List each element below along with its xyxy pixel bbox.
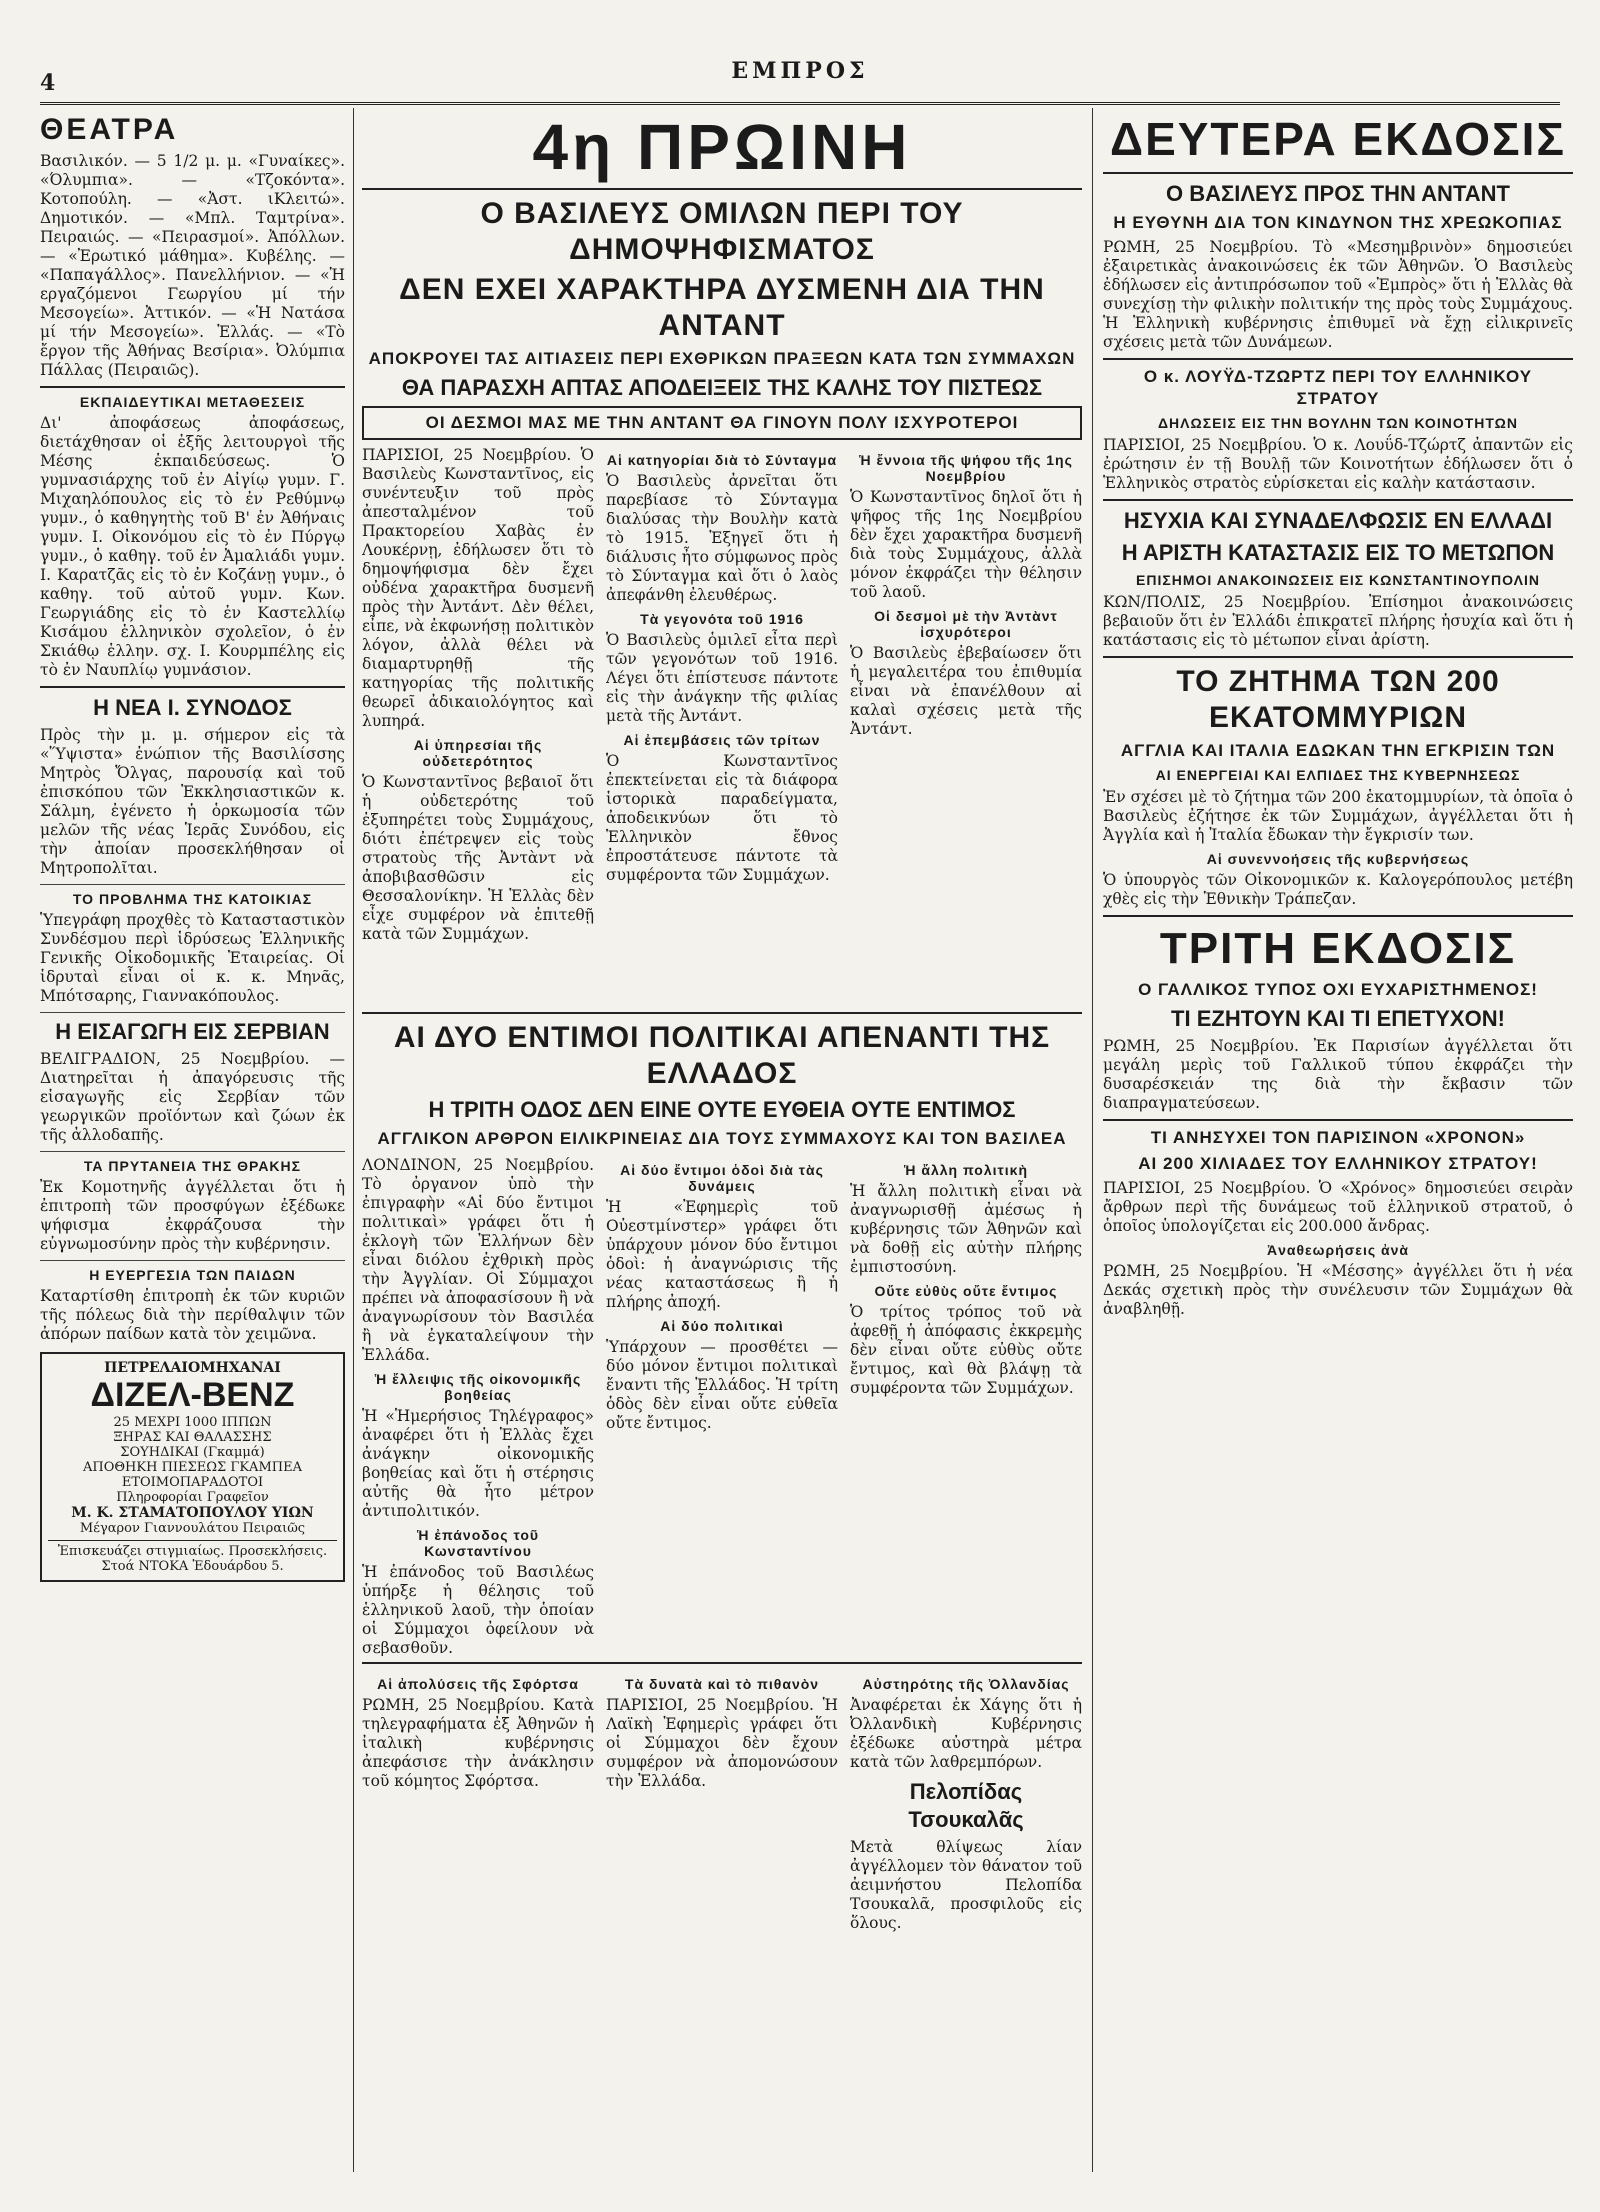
- section-heading: Η ΝΕΑ Ι. ΣΥΝΟΔΟΣ: [93, 695, 292, 720]
- section-heading: ΤΟ ΠΡΟΒΛΗΜΑ ΤΗΣ ΚΑΤΟΙΚΙΑΣ: [72, 891, 313, 907]
- subheadline: ΑΠΟΚΡΟΥΕΙ ΤΑΣ ΑΙΤΙΑΣΕΙΣ ΠΕΡΙ ΕΧΘΡΙΚΩΝ ΠΡΑΞΕΩΝ ΚΑΤΑ ΤΩΝ ΣΥΜΜΑΧΩΝ: [368, 349, 1076, 368]
- subsection-heading: Οἱ δεσμοὶ μὲ τὴν Ἀντὰντ ἰσχυρότεροι: [874, 608, 1058, 640]
- subsection-heading: Αἱ συνεννοήσεις τῆς κυβερνήσεως: [1206, 851, 1470, 867]
- article-text: ΒΕΛΙΓΡΑΔΙΟΝ, 25 Νοεμβρίου. — Διατηρεῖται ἡ ἀπαγόρευσις τῆς εἰσαγωγῆς εἰς Σερβίαν τῶν γεωργικῶν προϊόντων καὶ ζώων ἐκ τῆς ἀλλοδαπῆς.: [40, 1050, 345, 1144]
- subsection-heading: Ἡ ἄλλη πολιτικὴ: [903, 1162, 1029, 1178]
- subsection-heading: Αἱ ἐπεμβάσεις τῶν τρίτων: [623, 732, 821, 748]
- subsection-heading: Αὐστηρότης τῆς Ὀλλανδίας: [862, 1676, 1070, 1692]
- article-text: Ἐκ Κομοτηνῆς ἀγγέλλεται ὅτι ἡ ἐπιτροπὴ τῶν προσφύγων ἐξέδωκε ψήφισμα ἐκφράζουσα τὴν εὐγνωμοσύνην πρὸς τὴν κυβέρνησιν.: [40, 1178, 345, 1253]
- article-text: ΡΩΜΗ, 25 Νοεμβρίου. Ἡ «Μέσσης» ἀγγέλλει ὅτι ἡ νέα Δεκάς σχετικὴ πρὸς τὴν συνέλευσιν τῶν Συμμάχων θὰ ἀναβληθῇ.: [1103, 1262, 1573, 1318]
- subsection-heading: Αἱ ἀπολύσεις τῆς Σφόρτσα: [377, 1676, 579, 1692]
- article-text: Δι' ἀποφάσεως ἀποφάσεως, διετάχθησαν οἱ ἑξῆς λειτουργοὶ τῆς Μέσης ἐκπαιδεύσεως. Ὁ γυμνασιάρχης τοῦ ἐν Αἰγίῳ γυμν. Γ. Μιχαηλόπουλος εἰς τὸ ἐν Ρεθύμνῳ γυμν., ὁ καθηγητὴς τοῦ Β' ἐν Ἀθήναις γυμν. Ι. Οἰκονόμου εἰς τὸ ἐν Πύργῳ γυμν., ὁ καθηγ. τοῦ ἐν Ἀμαλιάδι γυμν. Ι. Καρατζᾶς εἰς τὸ ἐν Κοζάνῃ γυμν., ὁ καθηγ. τοῦ αὐτοῦ γυμν. Κων. Γεωργιάδης εἰς τὸ ἐν Καστελλίῳ Κισάμου ἑλληνικὸν σχολεῖον, ὁ ἐν Σκιάθῳ ἑλλην. σχ. Ι. Κουρμπέλης εἰς τὸ ἐν Ναυπλίῳ γυμνάσιον.: [40, 414, 345, 679]
- article-text: ΡΩΜΗ, 25 Νοεμβρίου. Κατὰ τηλεγραφήματα ἐξ Ἀθηνῶν ἡ ἰταλικὴ κυβέρνησις ἀπεφάσισε τὴν ἀνάκλησιν τοῦ κόμητος Σφόρτσα.: [362, 1696, 594, 1790]
- article-text: ΠΑΡΙΣΙΟΙ, 25 Νοεμβρίου. Ὁ «Χρόνος» δημοσιεύει σειρὰν ἄρθρων περὶ τῆς δυνάμεως τοῦ ἑλληνικοῦ στρατοῦ, ὁ ὁποῖος ὑπολογίζεται εἰς 200.000 ἄνδρας.: [1103, 1179, 1573, 1235]
- article-text: ΡΩΜΗ, 25 Νοεμβρίου. Τὸ «Μεσημβρινὸν» δημοσιεύει ἐξαιρετικὰς ἀνακοινώσεις ἐκ τῶν Ἀθηνῶν. Ὁ Βασιλεὺς ἐδήλωσεν εἰς ἀντιπρόσωπον τοῦ «Ἐμπρὸς» ὅτι ἡ Ἑλλὰς θὰ συνεχίσῃ τὴν φιλικὴν πολιτικήν της πρὸς τοὺς Συμμάχους. Ἡ Ἑλληνικὴ κυβέρνησις ἐπιθυμεῖ νὰ ἔχῃ εἰλικρινεῖς σχέσεις μετὰ τῶν Δυνάμεων.: [1103, 238, 1573, 351]
- article-columns: [362, 1156, 1082, 1656]
- subheadline: Η ΕΥΘΥΝΗ ΔΙΑ ΤΟΝ ΚΙΝΔΥΝΟΝ ΤΗΣ ΧΡΕΩΚΟΠΙΑΣ: [1113, 213, 1563, 232]
- subheadline: ΑΙ ΕΝΕΡΓΕΙΑΙ ΚΑΙ ΕΛΠΙΔΕΣ ΤΗΣ ΚΥΒΕΡΝΗΣΕΩΣ: [1155, 767, 1521, 783]
- ad-line: ΞΗΡΑΣ ΚΑΙ ΘΑΛΑΣΣΗΣ: [113, 1430, 272, 1445]
- article-text: Ὁ Κωνσταντῖνος ἐπεκτείνεται εἰς τὰ διάφορα ἱστορικὰ παραδείγματα, ἀποδεικνύων ὅτι τὸ Ἑλληνικὸν ἔθνος ἐπροστάτευσε πάντοτε τὰ συμφέροντα τῶν Συμμάχων.: [606, 752, 838, 884]
- article-text: Ἡ «Ἡμερήσιος Τηλέγραφος» ἀναφέρει ὅτι ἡ Ἑλλὰς ἔχει ἀνάγκην οἰκονομικῆς βοηθείας καὶ ὅτι ἡ στέρησις αὐτῆς θὰ ἦτο μέτρον ἀντιπολιτικόν.: [362, 1407, 594, 1520]
- advertisement: [40, 1352, 345, 1582]
- subheadline: ΑΙ 200 ΧΙΛΙΑΔΕΣ ΤΟΥ ΕΛΛΗΝΙΚΟΥ ΣΤΡΑΤΟΥ!: [1138, 1154, 1538, 1173]
- article-columns: [362, 1670, 1082, 1950]
- edition-title: 4η ΠΡΩΙΝΗ: [532, 111, 912, 183]
- subheadline: Ο ΓΑΛΛΙΚΟΣ ΤΥΠΟΣ ΟΧΙ ΕΥΧΑΡΙΣΤΗΜΕΝΟΣ!: [1138, 980, 1538, 999]
- article-text: Ἡ ἐπάνοδος τοῦ Βασιλέως ὑπήρξε ἡ θέλησις τοῦ ἑλληνικοῦ λαοῦ, τὴν ὁποίαν οἱ Σύμμαχοι ὀφείλουν νὰ σεβασθοῦν.: [362, 1563, 594, 1656]
- left-column: [40, 108, 354, 2172]
- paper-name: ΕΜΠΡΟΣ: [731, 58, 869, 84]
- subsection-heading: Ἡ ἔννοια τῆς ψήφου τῆς 1ης Νοεμβρίου: [859, 452, 1073, 484]
- ad-line: 25 ΜΕΧΡΙ 1000 ΙΠΠΩΝ: [113, 1415, 272, 1430]
- article-columns: [362, 446, 1082, 1006]
- edition-title: ΔΕΥΤΕΡΑ ΕΚΔΟΣΙΣ: [1110, 113, 1566, 165]
- headline: ΤΙ ΕΖΗΤΟΥΝ ΚΑΙ ΤΙ ΕΠΕΤΥΧΟΝ!: [1171, 1006, 1505, 1031]
- article-text: Ἀναφέρεται ἐκ Χάγης ὅτι ἡ Ὀλλανδικὴ Κυβέρνησις ἐξέδωκε αὐστηρὰ μέτρα κατὰ τῶν λαθρεμπόρων.: [850, 1696, 1082, 1771]
- center-column: [362, 108, 1082, 2172]
- ad-line: Ἐπισκευάζει στιγμιαίως. Προσεκλήσεις. Στοά ΝΤΟΚΑ Ἐδουάρδου 5.: [48, 1540, 337, 1574]
- headline: Η ΑΡΙΣΤΗ ΚΑΤΑΣΤΑΣΙΣ ΕΙΣ ΤΟ ΜΕΤΩΠΟΝ: [1121, 540, 1555, 565]
- article-text: Ὁ Βασιλεὺς ἀρνεῖται ὅτι παρεβίασε τὸ Σύνταγμα διαλύσας τὴν Βουλὴν κατὰ τὸ 1915. Ἐξηγεῖ ὅτι ἡ διάλυσις ἦτο σύμφωνος πρὸς τὸ Σύνταγμα καὶ ὅτι ὁ λαὸς ἀπεφάνθη ἐλευθέρως.: [606, 472, 838, 604]
- headline: Η ΤΡΙΤΗ ΟΔΟΣ ΔΕΝ ΕΙΝΕ ΟΥΤΕ ΕΥΘΕΙΑ ΟΥΤΕ ΕΝΤΙΜΟΣ: [428, 1097, 1016, 1122]
- subheadline: ΕΠΙΣΗΜΟΙ ΑΝΑΚΟΙΝΩΣΕΙΣ ΕΙΣ ΚΩΝΣΤΑΝΤΙΝΟΥΠΟΛΙΝ: [1136, 572, 1540, 588]
- theatre-title: ΘΕΑΤΡΑ: [40, 113, 179, 146]
- subheadline: ΔΗΛΩΣΕΙΣ ΕΙΣ ΤΗΝ ΒΟΥΛΗΝ ΤΩΝ ΚΟΙΝΟΤΗΤΩΝ: [1157, 415, 1519, 431]
- article-text: Ὁ ὑπουργὸς τῶν Οἰκονομικῶν κ. Καλογερόπουλος μετέβη χθὲς εἰς τὴν Ἐθνικὴν Τράπεζαν.: [1103, 871, 1573, 908]
- subsection-heading: Τὰ γεγονότα τοῦ 1916: [640, 611, 804, 627]
- headline: ΗΣΥΧΙΑ ΚΑΙ ΣΥΝΑΔΕΛΦΩΣΙΣ ΕΝ ΕΛΛΑΔΙ: [1123, 508, 1553, 533]
- ad-line: Πληροφορίαι Γραφεῖον: [116, 1490, 269, 1505]
- article-text: Καταρτίσθη ἐπιτροπὴ ἐκ τῶν κυριῶν τῆς πόλεως διὰ τὴν περίθαλψιν τῶν ἀπόρων παίδων κατὰ τὸν χειμῶνα.: [40, 1287, 345, 1343]
- ad-line: Μ. Κ. ΣΤΑΜΑΤΟΠΟΥΛΟΥ ΥΙΩΝ: [71, 1505, 314, 1521]
- article-text: Ὑπάρχουν — προσθέτει — δύο μόνον ἔντιμοι πολιτικαὶ ἔναντι τῆς Ἑλλάδος. Ἡ τρίτη ὁδὸς δὲν εἶναι οὔτε εὐθεῖα οὔτε ἔντιμος.: [606, 1338, 838, 1432]
- headline: Ο κ. ΛΟΥΫΔ-ΤΖΩΡΤΖ ΠΕΡΙ ΤΟΥ ΕΛΛΗΝΙΚΟΥ ΣΤΡΑΤΟΥ: [1143, 367, 1533, 408]
- right-column: [1092, 108, 1573, 2172]
- article-text: ΠΑΡΙΣΙΟΙ, 25 Νοεμβρίου. Ἡ Λαϊκὴ Ἐφημερὶς γράφει ὅτι οἱ Σύμμαχοι δὲν ἔχουν συμφέρον νὰ ἀπομονώσουν τὴν Ἑλλάδα.: [606, 1696, 838, 1790]
- section-heading: Η ΕΙΣΑΓΩΓΗ ΕΙΣ ΣΕΡΒΙΑΝ: [55, 1019, 330, 1044]
- ad-line: ΑΠΟΘΗΚΗ ΠΙΕΣΕΩΣ ΓΚΑΜΠΕΑ: [83, 1460, 302, 1475]
- article-text: Ὁ Κωνσταντῖνος δηλοῖ ὅτι ἡ ψῆφος τῆς 1ης Νοεμβρίου δὲν ἔχει χαρακτῆρα δυσμενῆ διὰ τοὺς Συμμάχους, ἀλλὰ μόνον ἐκφράζει τὴν θέλησιν τοῦ λαοῦ.: [850, 488, 1082, 601]
- subsection-heading: Ἀναθεωρήσεις ἀνὰ: [1266, 1242, 1410, 1258]
- subsection-heading: Ἡ ἔλλειψις τῆς οἰκονομικῆς βοηθείας: [374, 1371, 582, 1403]
- ad-line: ΠΕΤΡΕΛΑΙΟΜΗΧΑΝΑΙ: [104, 1360, 281, 1376]
- article-text: ΠΑΡΙΣΙΟΙ, 25 Νοεμβρίου. Ὁ Βασιλεὺς Κωνσταντῖνος, εἰς συνέντευξιν τοῦ πρὸς ἀπεσταλμένον τοῦ Πρακτορείου Χαβὰς ἐν Λουκέρνῃ, ἐδήλωσεν ὅτι τὸ δημοψήφισμα δὲν ἔχει οὐδένα χαρακτῆρα δυσμενῆ πρὸς τὴν Ἀντάντ. Δὲν θέλει, εἶπε, νὰ ἐκφωνήσῃ πολιτικὸν λόγον, ἀλλὰ θέλει νὰ διαμαρτυρηθῇ τῆς κατηγορίας τῆς πολιτικῆς θεωρεῖ ἀδικαιολόγητος καὶ λυπηρά.: [362, 446, 594, 730]
- article-text: Ὁ Κωνσταντῖνος βεβαιοῖ ὅτι ἡ οὐδετερότης τοῦ ἐξυπηρέτει τοὺς Συμμάχους, διότι ἐπέτρεψεν εἰς τοὺς στρατοὺς τῆς Ἀντὰντ νὰ ἀποβιβασθῶσιν εἰς Θεσσαλονίκην. Ἡ Ἑλλὰς δὲν εἶχε συμφέρον νὰ ἐπιτεθῇ κατὰ τῶν Συμμάχων.: [362, 773, 594, 943]
- subsection-heading: Ἡ ἐπάνοδος τοῦ Κωνσταντίνου: [416, 1527, 540, 1559]
- masthead: [40, 58, 1560, 105]
- headline: ΔΕΝ ΕΧΕΙ ΧΑΡΑΚΤΗΡΑ ΔΥΣΜΕΝΗ ΔΙΑ ΤΗΝ ΑΝΤΑΝΤ: [399, 273, 1045, 342]
- subsection-heading: Πελοπίδας Τσουκαλᾶς: [908, 1779, 1024, 1832]
- headline: ΑΙ ΔΥΟ ΕΝΤΙΜΟΙ ΠΟΛΙΤΙΚΑΙ ΑΠΕΝΑΝΤΙ ΤΗΣ ΕΛΛΑΔΟΣ: [393, 1021, 1051, 1090]
- subheadline: ΘΑ ΠΑΡΑΣΧΗ ΑΠΤΑΣ ΑΠΟΔΕΙΞΕΙΣ ΤΗΣ ΚΑΛΗΣ ΤΟΥ ΠΙΣΤΕΩΣ: [401, 375, 1043, 400]
- ad-line: Μέγαρον Γιαννουλάτου Πειραιῶς: [79, 1521, 306, 1536]
- article-text: Ἐν σχέσει μὲ τὸ ζήτημα τῶν 200 ἑκατομμυρίων, τὰ ὁποῖα ὁ Βασιλεὺς ἐζήτησε ἐκ τῶν Συμμάχων, ἀγγέλλεται ὅτι ἡ Ἀγγλία καὶ ἡ Ἰταλία ἔδωκαν τὴν ἔγκρισίν των.: [1103, 788, 1573, 844]
- subheadline: ΑΓΓΛΙΚΟΝ ΑΡΘΡΟΝ ΕΙΛΙΚΡΙΝΕΙΑΣ ΔΙΑ ΤΟΥΣ ΣΥΜΜΑΧΟΥΣ ΚΑΙ ΤΟΝ ΒΑΣΙΛΕΑ: [377, 1129, 1067, 1148]
- article-text: Ὑπεγράφη προχθὲς τὸ Κατασταστικὸν Συνδέσμου περὶ ἱδρύσεως Ἑλληνικῆς Γενικῆς Οἰκοδομικῆς Ἑταιρείας. Οἱ ἱδρυταὶ εἶναι οἱ κ. κ. Μηνᾶς, Μπότσαρης, Γιαννακόπουλος.: [40, 911, 345, 1005]
- article-text: ΡΩΜΗ, 25 Νοεμβρίου. Ἐκ Παρισίων ἀγγέλλεται ὅτι μεγάλη μερὶς τοῦ Γαλλικοῦ τύπου ἐκφράζει τὴν δυσαρέσκειάν της διὰ τὴν ἔκβασιν τῶν διαπραγματεύσεων.: [1103, 1037, 1573, 1112]
- headline: ΤΙ ΑΝΗΣΥΧΕΙ ΤΟΝ ΠΑΡΙΣΙΝΟΝ «ΧΡΟΝΟΝ»: [1150, 1128, 1526, 1147]
- article-text: Ὁ Βασιλεὺς ἐβεβαίωσεν ὅτι ἡ μεγαλειτέρα του ἐπιθυμία εἶναι νὰ ἐπανέλθουν αἱ καλαὶ σχέσεις μετὰ τῆς Ἀντάντ.: [850, 644, 1082, 738]
- theatre-listings: Βασιλικόν. — 5 1/2 μ. μ. «Γυναίκες». «Όλυμπια». — «Τζοκόντα». Κοτοπούλη. — «Ἀστ. ιΚλειτώ». Δημοτικόν. — «Μπλ. Ταμτρίνα». Πειραιώς. — «Πειρασμοί». Ἀπόλλων. — «Ἐρωτικό μάθημα». Κυβέλης. — «Παπαγάλλος». Πανελλήνιον. — «Ἡ εργαζόμενοι Γεωργίου μί τήν Μεσογείω». Ἀττικόν. — «Ἡ Νατάσα μί τήν Μεσογείω». Ἑλλάς. — «Τὸ ἔργον τῆς Ἀθήνας Βεσίρια». Ὀλύμπια Πάλλας (Πειραιῶς).: [40, 152, 345, 379]
- edition-title: ΤΡΙΤΗ ΕΚΔΟΣΙΣ: [1159, 924, 1517, 973]
- article-text: Ἡ «Ἐφημερὶς τοῦ Οὐεστμίνστερ» γράφει ὅτι ὑπάρχουν μόνον δύο ἔντιμοι ὁδοὶ: ἡ ἀναγνώρισις τῆς νέας καταστάσεως ἢ ἡ πλήρης ἀποχή.: [606, 1198, 838, 1311]
- subsection-heading: Αἱ δύο ἔντιμοι ὁδοὶ διὰ τὰς δυνάμεις: [620, 1162, 824, 1194]
- article-text: Πρὸς τὴν μ. μ. σήμερον εἰς τὰ «Ὕψιστα» ἐνώπιον τῆς Βασιλίσσης Μητρὸς Ὄλγας, παρουσίᾳ καὶ τοῦ ἐπισκόπου τῶν Ἐκκλησιαστικῶν κ. Σάλμη, ἐγένετο ἡ ὁρκωμοσία τῶν μελῶν τῆς νέας Ἱερᾶς Συνόδου, εἰς τὴν ἀποίαν προσεκλήθησαν οἱ Μητροπολῖται.: [40, 726, 345, 877]
- article-text: ΛΟΝΔΙΝΟΝ, 25 Νοεμβρίου. Τὸ ὀργανον ὑπὸ τὴν ἐπιγραφὴν «Αἱ δύο ἔντιμοι πολιτικαὶ» γράφει ὅτι ἡ ἐκλογὴ τῶν Ἑλλήνων δὲν εἶναι διόλου ἐχθρικὴ πρὸς τὴν Ἀγγλίαν. Οἱ Σύμμαχοι πρέπει νὰ ἀποφασίσουν ἢ νὰ ἀναγνωρίσουν τὸν Βασιλέα ἢ νὰ ἐγκαταλείψουν τὴν Ἑλλάδα.: [362, 1156, 594, 1364]
- headline: Ο ΒΑΣΙΛΕΥΣ ΟΜΙΛΩΝ ΠΕΡΙ ΤΟΥ ΔΗΜΟΨΗΦΙΣΜΑΤΟΣ: [480, 197, 964, 266]
- headline: ΤΟ ΖΗΤΗΜΑ ΤΩΝ 200 ΕΚΑΤΟΜΜΥΡΙΩΝ: [1176, 665, 1500, 734]
- page-number: 4: [40, 70, 56, 96]
- ad-brand: ΔΙΖΕΛ-ΒΕΝΖ: [90, 1376, 295, 1414]
- section-heading: ΕΚΠΑΙΔΕΥΤΙΚΑΙ ΜΕΤΑΘΕΣΕΙΣ: [79, 394, 306, 410]
- article-text: Ὁ τρίτος τρόπος τοῦ νὰ ἀφεθῇ ἡ ἀπόφασις ἐκκρεμὴς δὲν εἶναι οὔτε εὐθὺς οὔτε ἔντιμος, καὶ θὰ βλάψῃ τὰ συμφέροντα τῶν Συμμάχων.: [850, 1303, 1082, 1397]
- subsection-heading: Τὰ δυνατὰ καὶ τὸ πιθανὸν: [624, 1676, 820, 1692]
- subsection-heading: Αἱ ὑπηρεσίαι τῆς οὐδετερότητος: [413, 737, 543, 769]
- section-heading: Η ΕΥΕΡΓΕΣΙΑ ΤΩΝ ΠΑΙΔΩΝ: [89, 1267, 296, 1283]
- section-heading: ΤΑ ΠΡΥΤΑΝΕΙΑ ΤΗΣ ΘΡΑΚΗΣ: [83, 1158, 302, 1174]
- article-text: ΠΑΡΙΣΙΟΙ, 25 Νοεμβρίου. Ὁ κ. Λουΰδ-Τζώρτζ ἀπαντῶν εἰς ἐρώτησιν ἐν τῇ Βουλῇ τῶν Κοινοτήτων ἐδήλωσεν ὅτι ὁ Ἑλληνικὸς στρατὸς εὑρίσκεται εἰς καλὴν κατάστασιν.: [1103, 436, 1573, 492]
- article-text: Ὁ Βασιλεὺς ὁμιλεῖ εἶτα περὶ τῶν γεγονότων τοῦ 1916. Λέγει ὅτι ἐπίστευσε πάντοτε εἰς τὴν ἀνάγκην τῆς φιλίας μετὰ τῆς Ἀντάντ.: [606, 631, 838, 725]
- headline: Ο ΒΑΣΙΛΕΥΣ ΠΡΟΣ ΤΗΝ ΑΝΤΑΝΤ: [1166, 181, 1510, 206]
- subheadline: ΑΓΓΛΙΑ ΚΑΙ ΙΤΑΛΙΑ ΕΔΩΚΑΝ ΤΗΝ ΕΓΚΡΙΣΙΝ ΤΩΝ: [1120, 741, 1556, 760]
- subsection-heading: Αἱ δύο πολιτικαὶ: [660, 1318, 784, 1334]
- article-text: ΚΩΝ/ΠΟΛΙΣ, 25 Νοεμβρίου. Ἐπίσημοι ἀνακοινώσεις βεβαιοῦν ὅτι ἐν Ἑλλάδι ἐπικρατεῖ πλήρης ἡσυχία καὶ ὅτι ἡ κατάστασις εἰς τὸ μέτωπον εἶναι ἀρίστη.: [1103, 593, 1573, 649]
- subheadline: ΟΙ ΔΕΣΜΟΙ ΜΑΣ ΜΕ ΤΗΝ ΑΝΤΑΝΤ ΘΑ ΓΙΝΟΥΝ ΠΟΛΥ ΙΣΧΥΡΟΤΕΡΟΙ: [362, 406, 1082, 440]
- article-text: Μετὰ θλίψεως λίαν ἀγγέλλομεν τὸν θάνατον τοῦ ἀειμνήστου Πελοπίδα Τσουκαλᾶ, προσφιλοῦς εἰς ὅλους.: [850, 1838, 1082, 1932]
- ad-line: ΣΟΥΗΔΙΚΑΙ (Γκαμμά): [120, 1445, 265, 1460]
- article-text: Ἡ ἄλλη πολιτικὴ εἶναι νὰ ἀναγνωρισθῇ ἀμέσως ἡ κυβέρνησις τῶν Ἀθηνῶν καὶ νὰ δοθῇ εἰς αὐτὴν πλήρης ἐμπιστοσύνη.: [850, 1182, 1082, 1276]
- subsection-heading: Αἱ κατηγορίαι διὰ τὸ Σύνταγμα: [606, 452, 838, 468]
- ad-line: ΕΤΟΙΜΟΠΑΡΑΔΟΤΟΙ: [121, 1475, 264, 1490]
- subsection-heading: Οὔτε εὐθὺς οὔτε ἔντιμος: [874, 1283, 1058, 1299]
